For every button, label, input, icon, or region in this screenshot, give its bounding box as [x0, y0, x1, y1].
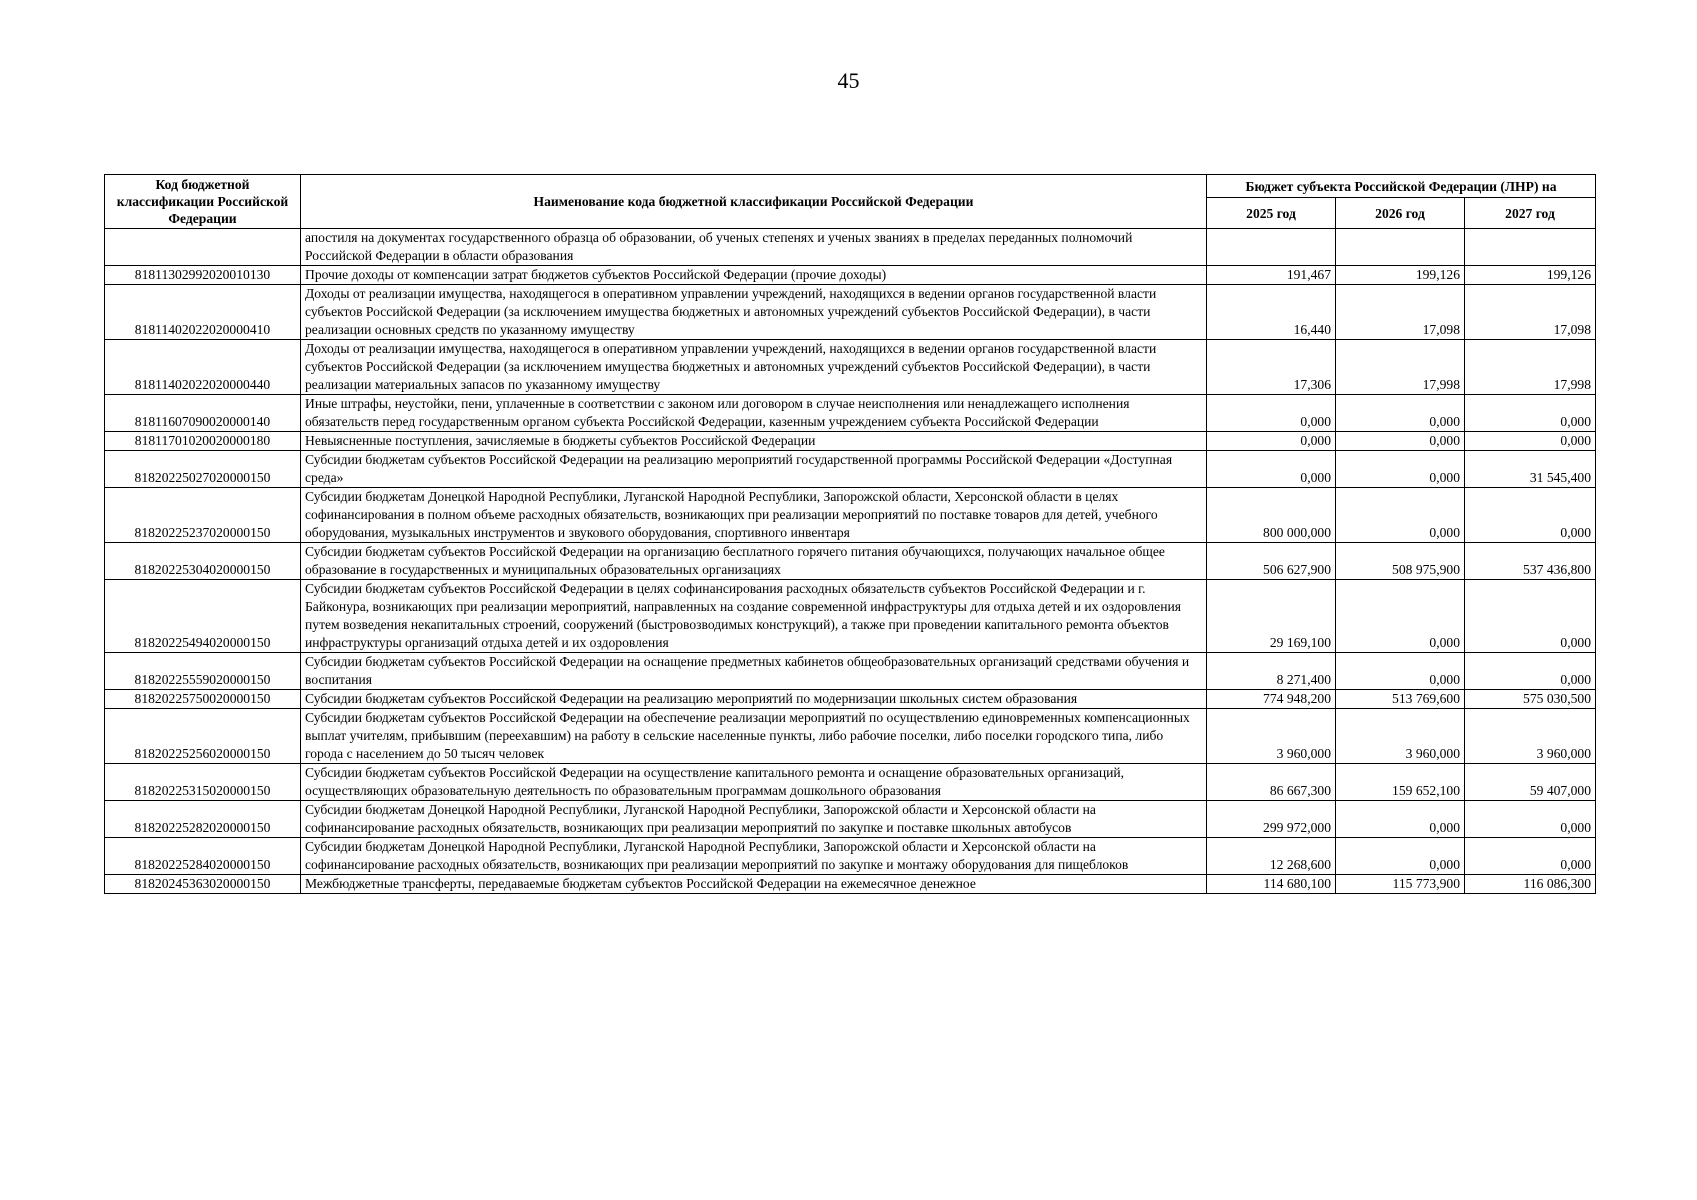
row-value-2026: 115 773,900	[1336, 875, 1465, 894]
table-row	[105, 229, 1596, 266]
row-value-2025: 774 948,200	[1207, 690, 1336, 709]
row-value-2025: 86 667,300	[1207, 764, 1336, 801]
header-budget-group: Бюджет субъекта Российской Федерации (ЛНР) на	[1207, 175, 1596, 198]
table-row	[105, 875, 1596, 894]
row-value-2026: 0,000	[1336, 801, 1465, 838]
table-row	[105, 838, 1596, 875]
header-year-2025: 2025 год	[1207, 198, 1336, 229]
row-name: Межбюджетные трансферты, передаваемые бюджетам субъектов Российской Федерации на ежемесячное денежное	[301, 875, 1207, 894]
table-row	[105, 709, 1596, 764]
row-name: Иные штрафы, неустойки, пени, уплаченные в соответствии с законом или договором в случае неисполнения или ненадлежащего исполнения обязательств перед государственным органом субъекта Российской Федерации, казенным учреждением субъекта Российской Федерации	[301, 395, 1207, 432]
row-value-2027: 537 436,800	[1465, 543, 1596, 580]
budget-table	[104, 174, 1596, 894]
row-value-2025: 299 972,000	[1207, 801, 1336, 838]
row-value-2026	[1336, 229, 1465, 266]
header-year-2027: 2027 год	[1465, 198, 1596, 229]
row-name: Прочие доходы от компенсации затрат бюджетов субъектов Российской Федерации (прочие доходы)	[301, 266, 1207, 285]
row-code: 81820225494020000150	[105, 580, 301, 653]
row-code: 81811302992020010130	[105, 266, 301, 285]
row-value-2026: 159 652,100	[1336, 764, 1465, 801]
table-row	[105, 432, 1596, 451]
row-code: 81820225304020000150	[105, 543, 301, 580]
row-code: 81820225750020000150	[105, 690, 301, 709]
row-value-2025: 800 000,000	[1207, 488, 1336, 543]
table-row	[105, 266, 1596, 285]
row-value-2025: 506 627,900	[1207, 543, 1336, 580]
row-name: Невыясненные поступления, зачисляемые в бюджеты субъектов Российской Федерации	[301, 432, 1207, 451]
row-value-2025: 0,000	[1207, 395, 1336, 432]
table-row	[105, 653, 1596, 690]
row-code: 81820245363020000150	[105, 875, 301, 894]
row-name: Доходы от реализации имущества, находящегося в оперативном управлении учреждений, находящихся в ведении органов государственной власти субъектов Российской Федерации (за исключением имущества бюджетных и автономных учреждений субъектов Российской Федерации), в части реализации основных средств по указанному имуществу	[301, 285, 1207, 340]
table-row	[105, 285, 1596, 340]
header-name: Наименование кода бюджетной классификации Российской Федерации	[301, 175, 1207, 229]
row-value-2027: 0,000	[1465, 395, 1596, 432]
row-code: 81811701020020000180	[105, 432, 301, 451]
table-row	[105, 451, 1596, 488]
row-value-2026: 0,000	[1336, 653, 1465, 690]
row-value-2027: 0,000	[1465, 838, 1596, 875]
row-value-2027: 0,000	[1465, 801, 1596, 838]
row-value-2027: 199,126	[1465, 266, 1596, 285]
row-value-2025: 29 169,100	[1207, 580, 1336, 653]
row-value-2025: 12 268,600	[1207, 838, 1336, 875]
row-value-2025: 3 960,000	[1207, 709, 1336, 764]
row-value-2025: 114 680,100	[1207, 875, 1336, 894]
row-code: 81820225027020000150	[105, 451, 301, 488]
row-value-2026: 0,000	[1336, 395, 1465, 432]
row-name: Субсидии бюджетам субъектов Российской Федерации на реализацию мероприятий государственной программы Российской Федерации «Доступная среда»	[301, 451, 1207, 488]
row-name: Субсидии бюджетам Донецкой Народной Республики, Луганской Народной Республики, Запорожской области, Херсонской области в целях софинансирования в полном объеме расходных обязательств, возникающих при реализации мероприятий по поставке товаров для детей, учебного оборудования, музыкальных инструментов и звукового оборудования, спортивного инвентаря	[301, 488, 1207, 543]
row-value-2026: 199,126	[1336, 266, 1465, 285]
row-name: апостиля на документах государственного образца об образовании, об ученых степенях и ученых званиях в пределах переданных полномочий Российской Федерации в области образования	[301, 229, 1207, 266]
row-code: 81811607090020000140	[105, 395, 301, 432]
row-value-2027: 17,998	[1465, 340, 1596, 395]
row-value-2025: 8 271,400	[1207, 653, 1336, 690]
row-value-2025: 0,000	[1207, 451, 1336, 488]
row-code: 81820225559020000150	[105, 653, 301, 690]
row-value-2027: 31 545,400	[1465, 451, 1596, 488]
row-value-2027: 17,098	[1465, 285, 1596, 340]
row-code: 81820225237020000150	[105, 488, 301, 543]
row-code: 81811402022020000440	[105, 340, 301, 395]
table-row	[105, 801, 1596, 838]
row-value-2027: 0,000	[1465, 432, 1596, 451]
row-value-2027: 0,000	[1465, 653, 1596, 690]
row-value-2025: 16,440	[1207, 285, 1336, 340]
page-number: 45	[837, 68, 860, 93]
row-value-2026: 0,000	[1336, 580, 1465, 653]
row-value-2026: 17,098	[1336, 285, 1465, 340]
row-value-2026: 0,000	[1336, 432, 1465, 451]
header-year-2026: 2026 год	[1336, 198, 1465, 229]
row-name: Субсидии бюджетам Донецкой Народной Республики, Луганской Народной Республики, Запорожской области и Херсонской области на софинансирование расходных обязательств, возникающих при реализации мероприятий по закупке и монтажу оборудования для пищеблоков	[301, 838, 1207, 875]
row-value-2027: 575 030,500	[1465, 690, 1596, 709]
row-value-2027: 0,000	[1465, 580, 1596, 653]
row-value-2027: 116 086,300	[1465, 875, 1596, 894]
row-code: 81820225284020000150	[105, 838, 301, 875]
row-code: 81820225315020000150	[105, 764, 301, 801]
table-row	[105, 690, 1596, 709]
table-row	[105, 764, 1596, 801]
row-code: 81820225256020000150	[105, 709, 301, 764]
row-name: Субсидии бюджетам субъектов Российской Федерации на осуществление капитального ремонта и оснащение образовательных организаций, осуществляющих образовательную деятельность по образовательным программам дошкольного образования	[301, 764, 1207, 801]
row-name: Субсидии бюджетам субъектов Российской Федерации на организацию бесплатного горячего питания обучающихся, получающих начальное общее образование в государственных и муниципальных образовательных организациях	[301, 543, 1207, 580]
row-value-2025: 191,467	[1207, 266, 1336, 285]
row-name: Доходы от реализации имущества, находящегося в оперативном управлении учреждений, находящихся в ведении органов государственной власти субъектов Российской Федерации (за исключением имущества бюджетных и автономных учреждений субъектов Российской Федерации), в части реализации материальных запасов по указанному имуществу	[301, 340, 1207, 395]
row-value-2026: 3 960,000	[1336, 709, 1465, 764]
row-code: 81811402022020000410	[105, 285, 301, 340]
table-row	[105, 580, 1596, 653]
table-row	[105, 340, 1596, 395]
row-value-2027: 0,000	[1465, 488, 1596, 543]
row-value-2026: 0,000	[1336, 488, 1465, 543]
header-code: Код бюджетной классификации Российской Федерации	[105, 175, 301, 229]
row-value-2027	[1465, 229, 1596, 266]
row-value-2026: 0,000	[1336, 838, 1465, 875]
row-value-2026: 17,998	[1336, 340, 1465, 395]
row-name: Субсидии бюджетам Донецкой Народной Республики, Луганской Народной Республики, Запорожской области и Херсонской области на софинансирование расходных обязательств, возникающих при реализации мероприятий по закупке и поставке школьных автобусов	[301, 801, 1207, 838]
row-value-2027: 59 407,000	[1465, 764, 1596, 801]
row-value-2025: 17,306	[1207, 340, 1336, 395]
row-value-2026: 513 769,600	[1336, 690, 1465, 709]
row-code	[105, 229, 301, 266]
row-name: Субсидии бюджетам субъектов Российской Федерации в целях софинансирования расходных обязательств субъектов Российской Федерации и г. Байконура, возникающих при реализации мероприятий, направленных на создание современной инфраструктуры для отдыха детей и их оздоровления путем возведения некапитальных строений, сооружений (быстровозводимых конструкций), а также при проведении капитального ремонта объектов инфраструктуры организаций отдыха детей и их оздоровления	[301, 580, 1207, 653]
table-row	[105, 543, 1596, 580]
row-value-2026: 0,000	[1336, 451, 1465, 488]
row-name: Субсидии бюджетам субъектов Российской Федерации на обеспечение реализации мероприятий по осуществлению единовременных компенсационных выплат учителям, прибывшим (переехавшим) на работу в сельские населенные пункты, либо рабочие поселки, либо поселки городского типа, либо города с населением до 50 тысяч человек	[301, 709, 1207, 764]
table-row	[105, 395, 1596, 432]
row-name: Субсидии бюджетам субъектов Российской Федерации на реализацию мероприятий по модернизации школьных систем образования	[301, 690, 1207, 709]
row-value-2026: 508 975,900	[1336, 543, 1465, 580]
row-value-2025	[1207, 229, 1336, 266]
row-value-2025: 0,000	[1207, 432, 1336, 451]
row-code: 81820225282020000150	[105, 801, 301, 838]
row-value-2027: 3 960,000	[1465, 709, 1596, 764]
row-name: Субсидии бюджетам субъектов Российской Федерации на оснащение предметных кабинетов общеобразовательных организаций средствами обучения и воспитания	[301, 653, 1207, 690]
table-row	[105, 488, 1596, 543]
